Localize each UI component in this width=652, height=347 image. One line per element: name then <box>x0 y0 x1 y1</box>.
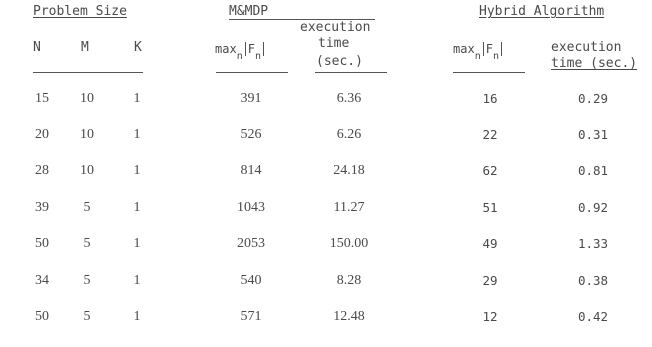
cell-n: 34 <box>35 273 49 288</box>
cell-k: 1 <box>133 91 141 106</box>
cell-k: 1 <box>133 163 141 178</box>
cell-n: 20 <box>35 127 49 142</box>
cell-m: 10 <box>80 163 94 178</box>
col-header-hybrid-max-fn: $\max_nF_n$ <box>453 42 504 57</box>
cell-k: 1 <box>133 200 141 215</box>
cell-hybrid-time: 0.38 <box>577 273 609 288</box>
cell-hybrid-time: 0.31 <box>577 127 609 142</box>
col-header-hybrid-exec-l1: execution <box>551 40 622 55</box>
cell-hybrid-time: 0.42 <box>577 309 609 324</box>
cell-n: 15 <box>35 91 49 106</box>
table-row <box>0 91 652 107</box>
header-hybrid-algorithm: Hybrid Algorithm <box>479 4 605 19</box>
cell-hybrid-max: 49 <box>482 236 498 251</box>
cell-mmdp-time: 12.48 <box>333 309 365 324</box>
header-problem-size: Problem Size <box>33 4 127 19</box>
cell-k: 1 <box>133 273 141 288</box>
col-header-hybrid-exec-l2: time (sec.) <box>551 56 638 71</box>
table-row <box>0 236 652 252</box>
cell-m: 5 <box>83 200 91 215</box>
table-row <box>0 127 652 143</box>
col-header-mmdp-exec-l2: time <box>318 36 350 51</box>
cell-hybrid-max: 16 <box>482 91 498 106</box>
cell-n: 50 <box>35 309 49 324</box>
mmdp-time-rule <box>315 72 387 73</box>
cell-n: 39 <box>35 200 49 215</box>
cell-mmdp-time: 24.18 <box>333 163 365 178</box>
cell-hybrid-time: 0.29 <box>577 91 609 106</box>
cell-hybrid-max: 22 <box>482 127 498 142</box>
cell-mmdp-max: 391 <box>240 91 262 106</box>
cell-m: 10 <box>80 91 94 106</box>
cell-hybrid-time: 1.33 <box>577 236 609 251</box>
hybrid-max-rule <box>453 72 525 73</box>
cell-mmdp-max: 540 <box>240 273 262 288</box>
col-header-mmdp-max-fn: $\max_nF_n$ <box>215 42 266 57</box>
cell-hybrid-time: 0.92 <box>577 200 609 215</box>
cell-k: 1 <box>133 309 141 324</box>
cell-mmdp-max: 526 <box>240 127 262 142</box>
col-header-mmdp-exec-l1: execution <box>300 20 371 35</box>
cell-mmdp-time: 11.27 <box>333 200 365 215</box>
table-row <box>0 163 652 179</box>
cell-mmdp-time: 150.00 <box>329 236 369 251</box>
cell-mmdp-max: 571 <box>240 309 262 324</box>
cell-mmdp-max: 814 <box>240 163 262 178</box>
cell-m: 5 <box>83 236 91 251</box>
cell-m: 10 <box>80 127 94 142</box>
cell-k: 1 <box>133 127 141 142</box>
cell-mmdp-time: 8.28 <box>336 273 362 288</box>
cell-mmdp-time: 6.26 <box>336 127 362 142</box>
cell-hybrid-max: 51 <box>482 200 498 215</box>
cell-mmdp-max: 1043 <box>237 200 265 215</box>
cell-hybrid-max: 62 <box>482 163 498 178</box>
header-mmdp: M&MDP <box>229 4 269 19</box>
cell-n: 28 <box>35 163 49 178</box>
problem-size-rule <box>33 72 143 73</box>
col-header-mmdp-exec-l3: (sec.) <box>316 54 363 69</box>
cell-hybrid-max: 29 <box>482 273 498 288</box>
col-header-n: N <box>33 40 41 55</box>
cell-mmdp-time: 6.36 <box>336 91 362 106</box>
cell-m: 5 <box>83 273 91 288</box>
cell-hybrid-max: 12 <box>482 309 498 324</box>
cell-m: 5 <box>83 309 91 324</box>
cell-hybrid-time: 0.81 <box>577 163 609 178</box>
cell-mmdp-max: 2053 <box>237 236 265 251</box>
table-row <box>0 309 652 325</box>
cell-k: 1 <box>133 236 141 251</box>
mmdp-max-rule <box>216 72 288 73</box>
table-row <box>0 200 652 216</box>
col-header-k: K <box>134 40 142 55</box>
col-header-m: M <box>81 40 89 55</box>
table-row <box>0 273 652 289</box>
cell-n: 50 <box>35 236 49 251</box>
